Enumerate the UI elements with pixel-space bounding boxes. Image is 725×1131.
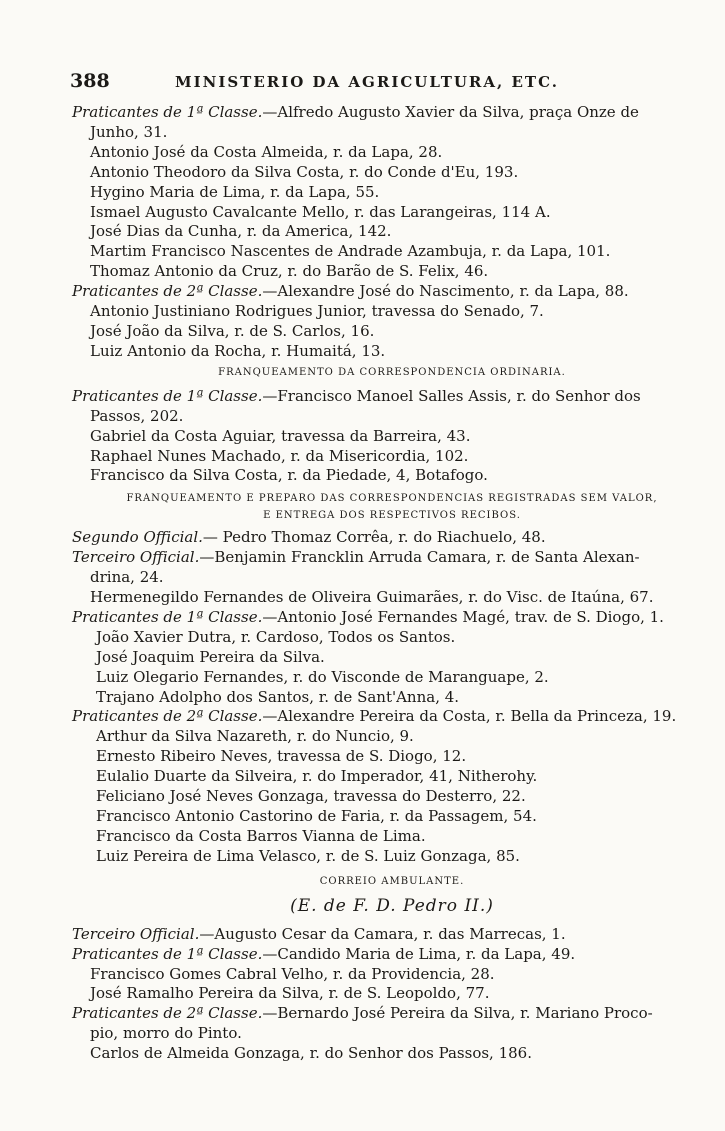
text-line xyxy=(72,123,712,143)
role-label: Praticantes de 1ª Classe. xyxy=(72,607,263,626)
line-text: Hermenegildo Fernandes de Oliveira Guimarães, r. do Visc. de Itaúna, 67. xyxy=(90,588,654,607)
line-text: Passos, 202. xyxy=(90,406,184,425)
role-label: Praticantes de 1ª Classe. xyxy=(72,386,263,405)
line-text: —Augusto Cesar da Camara, r. das Marrecas, 1. xyxy=(199,924,566,943)
text-line xyxy=(72,183,712,203)
text-line xyxy=(72,203,712,223)
line-text: Francisco Gomes Cabral Velho, r. da Providencia, 28. xyxy=(90,964,495,983)
page-number: 388 xyxy=(70,70,110,92)
entry-line xyxy=(72,387,712,407)
line-text: —Benjamin Francklin Arruda Camara, r. de Santa Alexan- xyxy=(199,548,640,567)
page-header xyxy=(70,70,710,96)
entry-line xyxy=(72,945,712,965)
text-line xyxy=(72,163,712,183)
line-text: João Xavier Dutra, r. Cardoso, Todos os Santos. xyxy=(96,627,456,646)
text-line xyxy=(72,1024,712,1044)
line-text: Feliciano José Neves Gonzaga, travessa do Desterro, 22. xyxy=(96,787,526,806)
text-line xyxy=(72,628,712,648)
entry-line xyxy=(72,528,712,548)
section-heading xyxy=(72,490,712,507)
line-text: Luiz Antonio da Rocha, r. Humaitá, 13. xyxy=(90,341,386,360)
line-text: —Candido Maria de Lima, r. da Lapa, 49. xyxy=(262,944,576,963)
text-line xyxy=(72,588,712,608)
line-text: Antonio Theodoro da Silva Costa, r. do Conde d'Eu, 193. xyxy=(90,162,519,181)
running-title: MINISTERIO DA AGRICULTURA, ETC. xyxy=(175,73,559,91)
line-text: —Bernardo José Pereira da Silva, r. Mariano Proco- xyxy=(262,1004,653,1023)
text-line xyxy=(72,965,712,985)
line-text: FRANQUEAMENTO E PREPARO DAS CORRESPONDENCIAS REGISTRADAS SEM VALOR, xyxy=(126,493,658,505)
section-heading xyxy=(72,507,712,524)
entry-line xyxy=(72,707,712,727)
line-text: Arthur da Silva Nazareth, r. do Nuncio, 9. xyxy=(96,727,414,746)
line-text: Ernesto Ribeiro Neves, travessa de S. Diogo, 12. xyxy=(96,747,467,766)
text-line xyxy=(72,688,712,708)
line-text: Francisco da Costa Barros Vianna de Lima. xyxy=(96,826,426,845)
text-line xyxy=(72,807,712,827)
line-text: —Alexandre Pereira da Costa, r. Bella da Princeza, 19. xyxy=(262,707,677,726)
line-text: —Francisco Manoel Salles Assis, r. do Senhor dos xyxy=(262,386,641,405)
text-line xyxy=(72,1044,712,1064)
line-text: FRANQUEAMENTO DA CORRESPONDENCIA ORDINARIA. xyxy=(218,366,566,378)
text-line xyxy=(72,447,712,467)
role-label: Segundo Official. xyxy=(72,528,203,547)
line-text: José Ramalho Pereira da Silva, r. de S. Leopoldo, 77. xyxy=(90,984,490,1003)
line-text: drina, 24. xyxy=(90,568,164,587)
line-text: Francisco Antonio Castorino de Faria, r. da Passagem, 54. xyxy=(96,807,537,825)
text-line xyxy=(72,242,712,262)
line-text: Luiz Olegario Fernandes, r. do Visconde de Maranguape, 2. xyxy=(96,667,549,686)
entry-line xyxy=(72,103,712,123)
entry-line xyxy=(72,925,712,945)
body-text xyxy=(72,103,712,1064)
text-line xyxy=(72,787,712,807)
line-text: —Alfredo Augusto Xavier da Silva, praça Onze de xyxy=(262,103,639,121)
line-text: José Dias da Cunha, r. da America, 142. xyxy=(90,222,392,241)
line-text: Gabriel da Costa Aguiar, travessa da Barreira, 43. xyxy=(90,426,471,445)
line-text: Thomaz Antonio da Cruz, r. do Barão de S. Felix, 46. xyxy=(90,262,489,281)
line-text: Carlos de Almeida Gonzaga, r. do Senhor dos Passos, 186. xyxy=(90,1044,532,1063)
text-line xyxy=(72,143,712,163)
role-label: Praticantes de 1ª Classe. xyxy=(72,103,263,121)
line-text: Junho, 31. xyxy=(90,122,168,141)
line-text: —Alexandre José do Nascimento, r. da Lapa, 88. xyxy=(262,282,629,301)
entry-line xyxy=(72,282,712,302)
role-label: Terceiro Official. xyxy=(72,924,200,943)
role-label: Terceiro Official. xyxy=(72,548,200,567)
role-label: Praticantes de 1ª Classe. xyxy=(72,944,263,963)
text-line xyxy=(72,302,712,322)
section-subheading xyxy=(72,892,712,921)
text-line xyxy=(72,827,712,847)
text-line xyxy=(72,568,712,588)
text-line xyxy=(72,322,712,342)
text-line xyxy=(72,727,712,747)
entry-line xyxy=(72,608,712,628)
line-text: Ismael Augusto Cavalcante Mello, r. das Larangeiras, 114 A. xyxy=(90,202,551,221)
entry-line xyxy=(72,548,712,568)
role-label: Praticantes de 2ª Classe. xyxy=(72,707,263,726)
text-line xyxy=(72,222,712,242)
line-text: —Antonio José Fernandes Magé, trav. de S. Diogo, 1. xyxy=(262,607,664,626)
line-text: Antonio José da Costa Almeida, r. da Lapa, 28. xyxy=(90,142,443,161)
line-text: Hygino Maria de Lima, r. da Lapa, 55. xyxy=(90,182,380,201)
text-line xyxy=(72,648,712,668)
line-text: Francisco da Silva Costa, r. da Piedade, 4, Botafogo. xyxy=(90,466,488,485)
text-line xyxy=(72,407,712,427)
text-line xyxy=(72,747,712,767)
line-text: Eulalio Duarte da Silveira, r. do Imperador, 41, Nitherohy. xyxy=(96,767,538,786)
text-line xyxy=(72,984,712,1004)
text-line xyxy=(72,342,712,362)
line-text: Antonio Justiniano Rodrigues Junior, travessa do Senado, 7. xyxy=(90,302,544,321)
line-text: José João da Silva, r. de S. Carlos, 16. xyxy=(90,321,375,340)
text-line xyxy=(72,668,712,688)
line-text: — Pedro Thomaz Corrêa, r. do Riachuelo, 48. xyxy=(202,528,546,547)
section-heading xyxy=(72,871,712,892)
line-text: (E. de F. D. Pedro II.) xyxy=(290,895,494,916)
line-text: Trajano Adolpho dos Santos, r. de Sant'Anna, 4. xyxy=(96,687,460,706)
text-line xyxy=(72,262,712,282)
line-text: Raphael Nunes Machado, r. da Misericordia, 102. xyxy=(90,446,469,465)
text-line xyxy=(72,466,712,486)
role-label: Praticantes de 2ª Classe. xyxy=(72,282,263,301)
line-text: José Joaquim Pereira da Silva. xyxy=(96,647,325,666)
line-text: pio, morro do Pinto. xyxy=(90,1024,242,1043)
role-label: Praticantes de 2ª Classe. xyxy=(72,1004,263,1023)
line-text: Luiz Pereira de Lima Velasco, r. de S. Luiz Gonzaga, 85. xyxy=(96,846,520,865)
entry-line xyxy=(72,1004,712,1024)
text-line xyxy=(72,847,712,867)
line-text: Martim Francisco Nascentes de Andrade Azambuja, r. da Lapa, 101. xyxy=(90,242,611,261)
line-text: CORREIO AMBULANTE. xyxy=(319,875,465,887)
text-line xyxy=(72,427,712,447)
section-heading xyxy=(72,362,712,383)
text-line xyxy=(72,767,712,787)
line-text: E ENTREGA DOS RESPECTIVOS RECIBOS. xyxy=(263,510,521,522)
